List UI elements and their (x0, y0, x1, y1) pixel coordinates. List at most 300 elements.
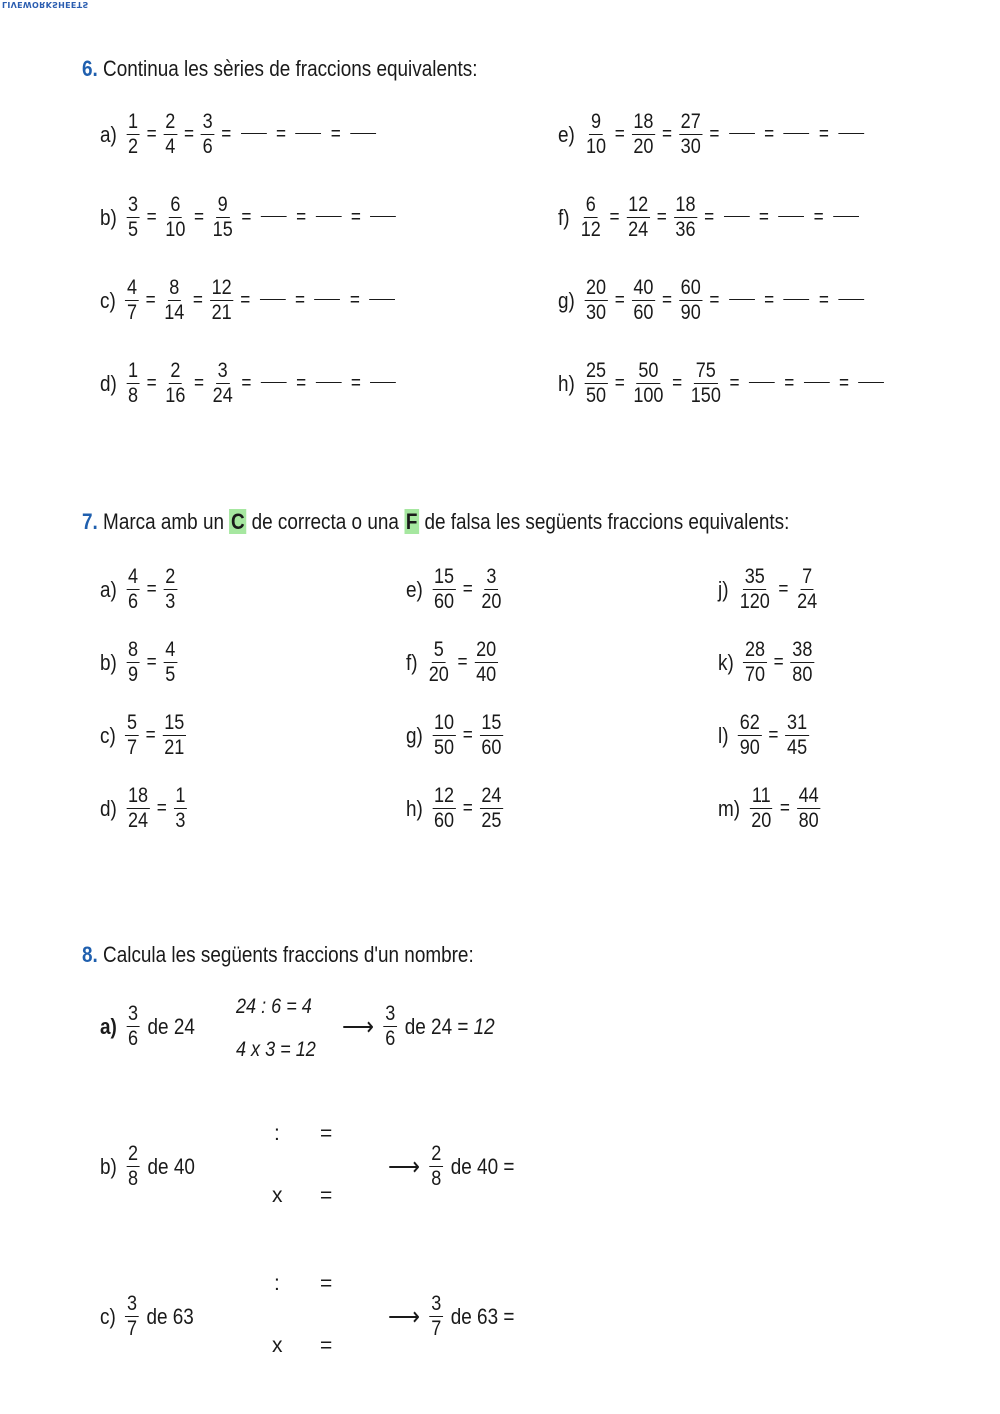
equals-sign: = (839, 372, 850, 394)
equals-sign: = (146, 372, 157, 394)
denominator: 24 (797, 590, 818, 613)
division-sign: : (274, 1272, 280, 1295)
example-result (342, 1002, 495, 1051)
denominator: 16 (165, 384, 186, 407)
fraction (126, 110, 139, 159)
fraction-of-number-item (100, 1142, 200, 1191)
numerator: 4 (126, 276, 137, 299)
fraction (626, 193, 650, 242)
equivalence-item[interactable] (718, 565, 821, 614)
equivalence-item[interactable] (718, 638, 817, 687)
equivalence-item[interactable] (100, 565, 180, 614)
logo: LIVEWORKSHEETS (2, 0, 89, 9)
equals-sign: = (193, 372, 205, 394)
fraction (210, 276, 234, 325)
numerator: 75 (695, 359, 716, 382)
exercise-title: Calcula les següents fraccions d'un nombre: (103, 942, 474, 967)
equals-sign: = (320, 1122, 333, 1145)
equals-sign: = (349, 289, 360, 311)
answer-blank[interactable] (350, 133, 376, 134)
numerator: 38 (792, 638, 813, 661)
result-of: de 63 = (450, 1303, 515, 1329)
fraction (797, 784, 821, 833)
exercise-title: Continua les sèries de fraccions equivalents: (103, 56, 478, 81)
answer-blank[interactable] (261, 382, 287, 383)
denominator: 30 (586, 301, 607, 324)
numerator: 28 (744, 638, 766, 661)
fraction (750, 784, 774, 833)
denominator: 6 (202, 135, 213, 158)
equals-sign: = (704, 206, 715, 228)
answer-blank[interactable] (804, 382, 830, 383)
numerator: 2 (128, 1142, 139, 1165)
fraction (163, 711, 187, 760)
numerator: 6 (585, 193, 596, 216)
equals-sign: = (709, 289, 720, 311)
numerator: 2 (431, 1142, 442, 1165)
denominator: 10 (165, 218, 186, 241)
denominator: 5 (165, 663, 176, 686)
fraction (679, 276, 703, 325)
exercise-8-heading (82, 942, 474, 968)
fraction (584, 110, 608, 159)
exercise-title-part2: de correcta o una (251, 509, 399, 534)
fraction (689, 359, 723, 408)
numerator: 44 (798, 784, 819, 807)
answer-blank[interactable] (370, 382, 396, 383)
numerator: 10 (434, 711, 455, 734)
equals-sign: = (146, 578, 157, 600)
series-row (100, 276, 400, 325)
equals-sign: = (276, 123, 287, 145)
numerator: 3 (126, 1292, 137, 1315)
denominator: 20 (751, 809, 772, 832)
item-label: l) (718, 722, 729, 748)
arrow-icon: ⟶ (342, 1011, 375, 1041)
numerator: 62 (739, 711, 760, 734)
answer-blank[interactable] (784, 133, 810, 134)
equals-sign: = (330, 123, 341, 145)
denominator: 14 (164, 301, 185, 324)
fraction-of-number-item (100, 1292, 199, 1341)
fraction (632, 110, 656, 159)
multiplication-sign: x (272, 1334, 283, 1357)
equals-sign: = (662, 289, 673, 311)
denominator: 45 (787, 736, 808, 759)
answer-blank[interactable] (316, 382, 342, 383)
series-row (558, 276, 869, 325)
numerator: 20 (586, 276, 607, 299)
numerator: 9 (591, 110, 602, 133)
equals-sign: = (672, 372, 683, 394)
denominator: 6 (128, 1027, 139, 1050)
answer-blank[interactable] (724, 216, 750, 217)
numerator: 11 (751, 784, 771, 807)
denominator: 80 (792, 663, 813, 686)
equals-sign: = (768, 724, 779, 746)
fraction (791, 638, 815, 687)
fraction (480, 711, 504, 760)
numerator: 31 (787, 711, 808, 734)
equals-sign: = (350, 372, 361, 394)
numerator: 50 (638, 359, 659, 382)
numerator: 40 (633, 276, 654, 299)
equals-sign: = (320, 1184, 333, 1207)
numerator: 20 (476, 638, 497, 661)
answer-blank[interactable] (260, 299, 286, 300)
equivalence-item[interactable] (100, 784, 190, 833)
denominator: 2 (128, 135, 139, 158)
numerator: 3 (128, 1002, 139, 1025)
equals-sign: = (764, 123, 775, 145)
fraction (211, 359, 235, 408)
item-label: a) (100, 1013, 117, 1039)
numerator: 1 (175, 784, 186, 807)
item-label: b) (100, 204, 117, 230)
equals-sign: = (773, 651, 784, 673)
numerator: 2 (165, 110, 176, 133)
fraction (432, 565, 456, 614)
equivalence-item[interactable] (100, 638, 180, 687)
answer-blank[interactable] (838, 133, 864, 134)
item-label: c) (100, 287, 116, 313)
denominator: 7 (126, 301, 137, 324)
answer-blank[interactable] (784, 299, 810, 300)
equals-sign: = (296, 372, 307, 394)
numerator: 8 (169, 276, 180, 299)
equals-sign: = (320, 1272, 333, 1295)
equals-sign: = (758, 206, 769, 228)
fraction (164, 565, 177, 614)
denominator: 24 (128, 809, 149, 832)
exercise-title-part1: Marca amb un (103, 509, 224, 534)
numerator: 25 (586, 359, 607, 382)
fraction (632, 359, 666, 408)
denominator: 6 (128, 590, 139, 613)
answer-blank[interactable] (729, 299, 755, 300)
equals-sign: = (320, 1334, 333, 1357)
denominator: 9 (128, 663, 139, 686)
answer-blank[interactable] (261, 216, 287, 217)
equals-sign: = (240, 289, 251, 311)
answer-blank[interactable] (833, 216, 859, 217)
fraction (126, 1002, 139, 1051)
numerator: 2 (165, 565, 176, 588)
of-number: de 24 (147, 1013, 195, 1039)
numerator: 15 (434, 565, 455, 588)
denominator: 7 (431, 1317, 442, 1340)
denominator: 25 (481, 809, 502, 832)
fraction (126, 1142, 139, 1191)
equals-sign: = (193, 206, 205, 228)
numerator: 5 (126, 711, 137, 734)
equals-sign: = (156, 797, 167, 819)
denominator: 15 (212, 218, 233, 241)
exercise-number: 6. (82, 56, 98, 81)
exercise-7-heading (82, 509, 789, 535)
fraction (164, 359, 188, 408)
fraction (211, 193, 235, 242)
equals-sign: = (183, 123, 195, 145)
equals-sign: = (614, 372, 625, 394)
equals-sign: = (778, 578, 789, 600)
item-label: j) (718, 576, 729, 602)
numerator: 18 (128, 784, 149, 807)
fraction (430, 1142, 443, 1191)
fraction (679, 110, 703, 159)
denominator: 20 (633, 135, 654, 158)
denominator: 60 (434, 809, 455, 832)
fraction (164, 638, 177, 687)
numerator: 5 (433, 638, 444, 661)
fraction (432, 711, 456, 760)
fraction (430, 1292, 443, 1341)
equivalence-item[interactable] (100, 711, 189, 760)
denominator: 20 (481, 590, 502, 613)
false-marker: F (405, 509, 418, 534)
equivalence-item[interactable] (718, 784, 823, 833)
numerator: 7 (802, 565, 813, 588)
answer-blank[interactable] (838, 299, 864, 300)
item-label: h) (406, 795, 423, 821)
fraction (795, 565, 819, 614)
equals-sign: = (818, 289, 829, 311)
item-label: c) (100, 722, 116, 748)
numerator: 15 (481, 711, 502, 734)
exercise-6-heading (82, 56, 477, 82)
equals-sign: = (295, 289, 306, 311)
denominator: 60 (481, 736, 502, 759)
numerator: 9 (217, 193, 228, 216)
denominator: 60 (434, 590, 455, 613)
fraction (126, 359, 139, 408)
denominator: 40 (476, 663, 497, 686)
item-label: h) (558, 370, 575, 396)
item-label: b) (100, 649, 117, 675)
equals-sign: = (462, 724, 473, 746)
result-of: de 24 = (404, 1013, 469, 1039)
denominator: 90 (680, 301, 701, 324)
fraction (674, 193, 698, 242)
numerator: 27 (680, 110, 701, 133)
fraction (125, 1292, 138, 1341)
fraction (584, 276, 608, 325)
numerator: 3 (486, 565, 497, 588)
equals-sign: = (350, 206, 361, 228)
numerator: 1 (128, 110, 139, 133)
answer-blank[interactable] (370, 216, 396, 217)
numerator: 3 (202, 110, 213, 133)
fraction (480, 784, 504, 833)
arrow-icon: ⟶ (388, 1301, 421, 1331)
equals-sign: = (729, 372, 740, 394)
fraction (743, 638, 767, 687)
denominator: 5 (128, 218, 139, 241)
equals-sign: = (656, 206, 667, 228)
item-label: d) (100, 370, 117, 396)
denominator: 60 (633, 301, 654, 324)
exercise-title-part3: de falsa les següents fraccions equivalents: (424, 509, 790, 534)
denominator: 8 (128, 384, 139, 407)
numerator: 8 (128, 638, 139, 661)
equals-sign: = (192, 289, 203, 311)
denominator: 30 (680, 135, 701, 158)
equals-sign: = (146, 651, 157, 673)
item-label: k) (718, 649, 734, 675)
result-row (388, 1142, 520, 1191)
denominator: 120 (739, 590, 770, 613)
equals-sign: = (614, 289, 625, 311)
division-sign: : (274, 1122, 280, 1145)
arrow-icon: ⟶ (388, 1151, 421, 1181)
answer-blank[interactable] (859, 382, 885, 383)
series-row (100, 359, 401, 408)
division-step: 24 : 6 = 4 (236, 995, 312, 1018)
equals-sign: = (145, 289, 156, 311)
fraction (480, 565, 504, 614)
item-label: f) (558, 204, 570, 230)
equals-sign: = (296, 206, 307, 228)
fraction (125, 276, 138, 325)
numerator: 3 (128, 193, 139, 216)
example-row (100, 1002, 200, 1051)
denominator: 7 (126, 1317, 137, 1340)
equivalence-item[interactable] (406, 711, 506, 760)
equivalence-item[interactable] (718, 711, 811, 760)
answer-blank[interactable] (369, 299, 395, 300)
fraction (126, 784, 150, 833)
item-label: e) (558, 121, 575, 147)
equals-sign: = (146, 206, 157, 228)
denominator: 36 (675, 218, 696, 241)
fraction (201, 110, 214, 159)
numerator: 3 (431, 1292, 442, 1315)
denominator: 8 (128, 1167, 139, 1190)
of-number: de 63 (146, 1303, 194, 1329)
denominator: 21 (164, 736, 185, 759)
denominator: 150 (690, 384, 721, 407)
denominator: 80 (798, 809, 819, 832)
denominator: 21 (211, 301, 232, 324)
numerator: 18 (675, 193, 696, 216)
answer-blank[interactable] (749, 382, 775, 383)
series-row (100, 110, 381, 159)
denominator: 4 (165, 135, 176, 158)
denominator: 6 (385, 1027, 396, 1050)
denominator: 10 (586, 135, 607, 158)
item-label: m) (718, 795, 741, 821)
fraction (579, 193, 603, 242)
answer-blank[interactable] (316, 216, 342, 217)
fraction (163, 276, 187, 325)
numerator: 24 (481, 784, 502, 807)
numerator: 3 (217, 359, 228, 382)
denominator: 7 (126, 736, 137, 759)
answer-blank[interactable] (241, 133, 267, 134)
series-row (558, 110, 869, 159)
fraction (738, 711, 762, 760)
fraction (125, 711, 138, 760)
equals-sign: = (662, 123, 673, 145)
answer-blank[interactable] (315, 299, 341, 300)
item-label: b) (100, 1153, 117, 1179)
item-label: f) (406, 649, 418, 675)
equals-sign: = (609, 206, 620, 228)
equals-sign: = (221, 123, 232, 145)
fraction (164, 110, 177, 159)
numerator: 18 (633, 110, 654, 133)
result-value: 12 (473, 1013, 495, 1039)
fraction (632, 276, 656, 325)
numerator: 12 (211, 276, 232, 299)
result-of: de 40 = (450, 1153, 515, 1179)
numerator: 2 (170, 359, 181, 382)
equals-sign: = (241, 372, 252, 394)
equals-sign: = (764, 289, 775, 311)
item-label: a) (100, 576, 117, 602)
fraction (174, 784, 187, 833)
series-row (100, 193, 401, 242)
fraction (432, 784, 456, 833)
numerator: 1 (128, 359, 139, 382)
fraction (427, 638, 451, 687)
equals-sign: = (457, 651, 468, 673)
item-label: g) (406, 722, 423, 748)
denominator: 3 (165, 590, 176, 613)
numerator: 15 (164, 711, 185, 734)
item-label: e) (406, 576, 423, 602)
answer-blank[interactable] (296, 133, 322, 134)
equals-sign: = (146, 123, 157, 145)
equivalence-item[interactable] (406, 784, 506, 833)
equivalence-item[interactable] (406, 565, 506, 614)
denominator: 20 (428, 663, 449, 686)
series-row (558, 359, 889, 408)
fraction (384, 1002, 397, 1051)
answer-blank[interactable] (729, 133, 755, 134)
item-label: c) (100, 1303, 116, 1329)
equals-sign: = (614, 123, 625, 145)
numerator: 12 (628, 193, 649, 216)
denominator: 24 (212, 384, 233, 407)
equals-sign: = (462, 797, 473, 819)
of-number: de 40 (147, 1153, 195, 1179)
fraction (126, 565, 139, 614)
denominator: 3 (175, 809, 186, 832)
multiplication-step: 4 x 3 = 12 (236, 1038, 316, 1061)
fraction (126, 638, 139, 687)
correct-marker: C (230, 509, 245, 534)
fraction (474, 638, 498, 687)
equals-sign: = (784, 372, 795, 394)
denominator: 24 (628, 218, 649, 241)
fraction (164, 193, 188, 242)
numerator: 4 (128, 565, 139, 588)
exercise-number: 7. (82, 509, 98, 534)
fraction (126, 193, 139, 242)
denominator: 100 (633, 384, 664, 407)
numerator: 60 (680, 276, 701, 299)
exercise-number: 8. (82, 942, 98, 967)
numerator: 4 (165, 638, 176, 661)
equivalence-item[interactable] (406, 638, 500, 687)
answer-blank[interactable] (778, 216, 804, 217)
equals-sign: = (709, 123, 720, 145)
equals-sign: = (145, 724, 156, 746)
series-row (558, 193, 864, 242)
fraction (785, 711, 809, 760)
item-label: g) (558, 287, 575, 313)
